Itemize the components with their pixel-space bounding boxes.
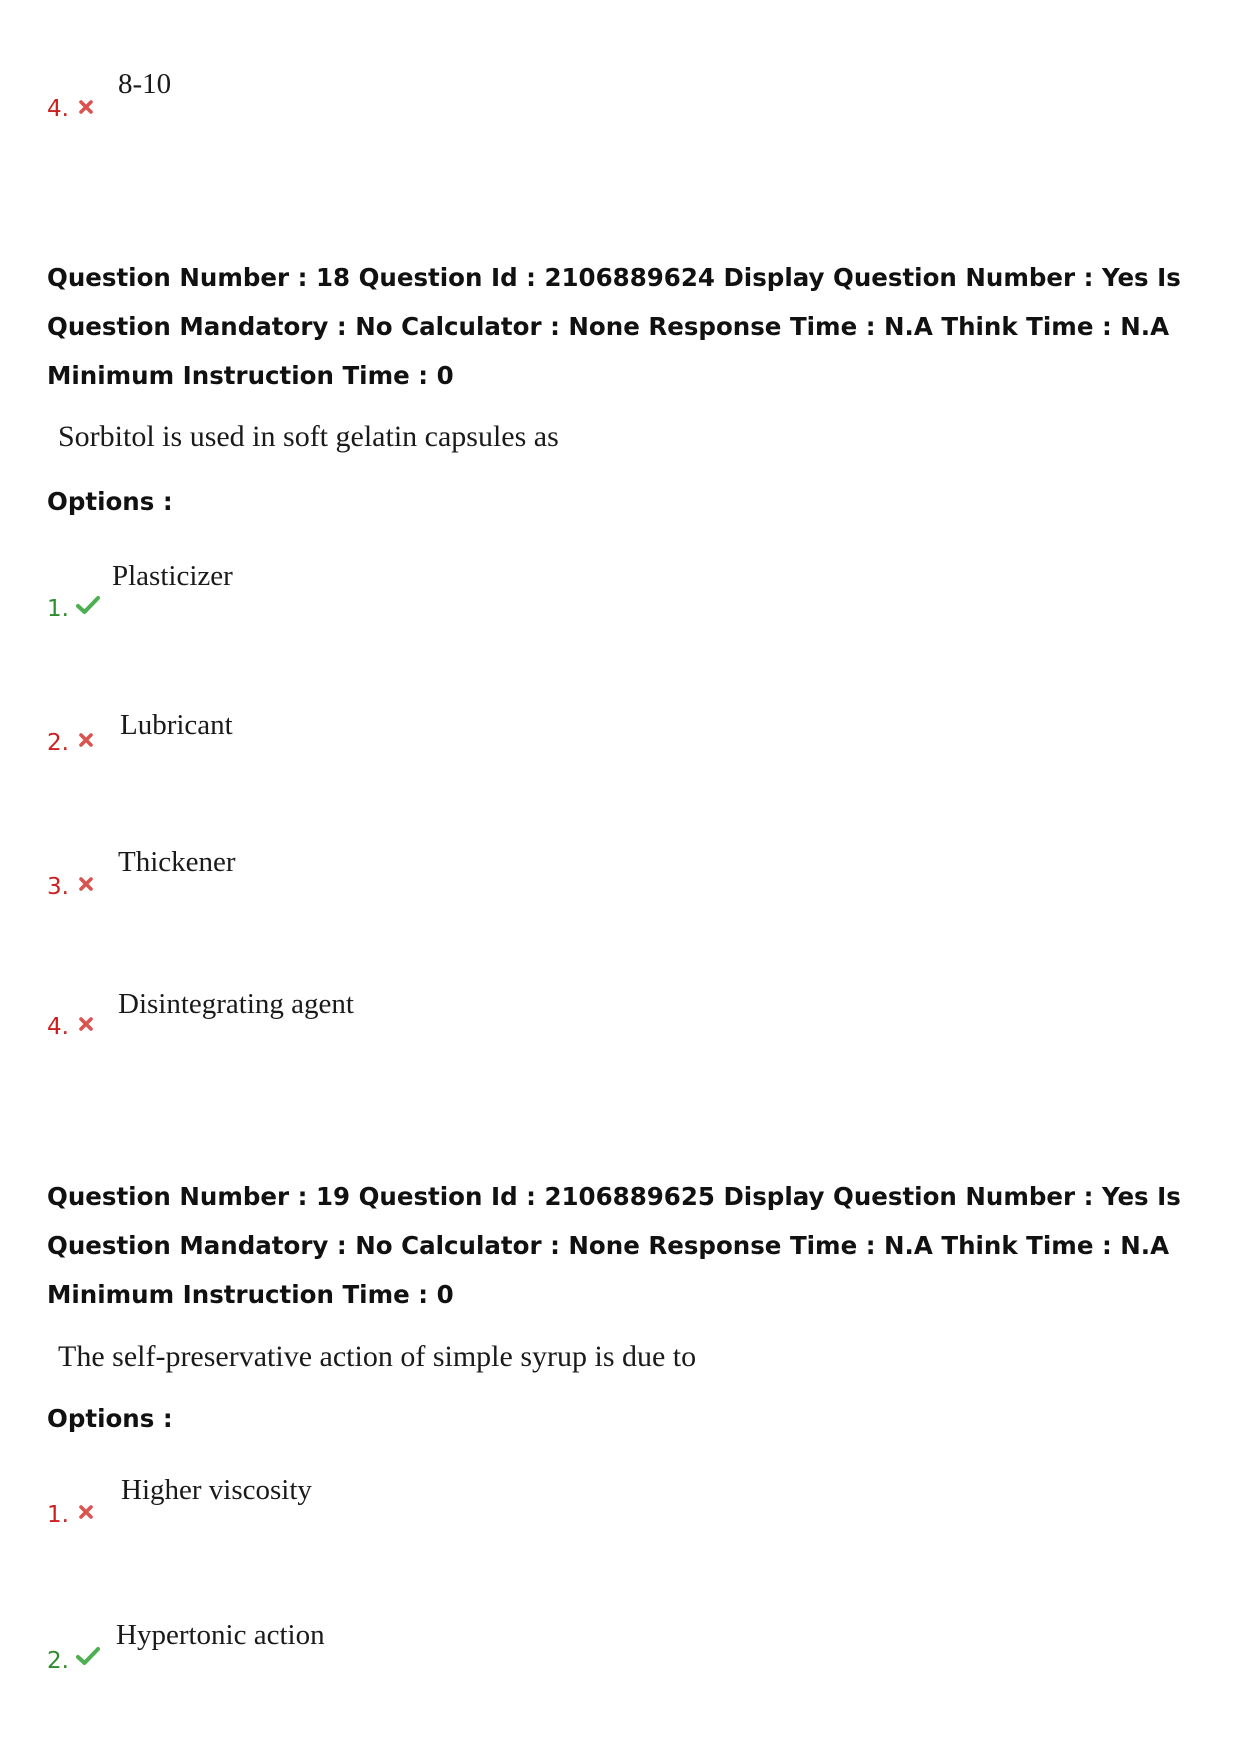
cross-icon — [78, 732, 94, 748]
check-icon — [76, 1646, 100, 1666]
cross-icon — [78, 1504, 94, 1520]
option-text: Lubricant — [120, 709, 233, 741]
check-icon — [76, 595, 100, 615]
option-text: 8-10 — [118, 68, 172, 100]
option-number: 1. — [47, 1502, 69, 1528]
cross-icon — [78, 99, 94, 115]
options-label: Options : — [47, 487, 173, 516]
question-stem: The self-preservative action of simple syrup is due to — [58, 1340, 697, 1373]
question-header: Question Number : 18 Question Id : 2106889624 Display Question Number : Yes Is Question Mandatory : No Calculator : None Response Time : N.A Think Time : N.A Minimum Instruction Time : 0 — [47, 263, 1181, 390]
cross-icon — [78, 876, 94, 892]
option-number: 4. — [47, 96, 69, 122]
option-text: Disintegrating agent — [118, 988, 354, 1020]
options-label: Options : — [47, 1404, 173, 1433]
option-number: 2. — [47, 730, 69, 756]
option-number: 2. — [47, 1648, 69, 1674]
option-number: 3. — [47, 874, 69, 900]
option-text: Higher viscosity — [121, 1474, 312, 1506]
option-number: 1. — [47, 596, 69, 622]
option-number: 4. — [47, 1014, 69, 1040]
question-header: Question Number : 19 Question Id : 2106889625 Display Question Number : Yes Is Question Mandatory : No Calculator : None Response Time : N.A Think Time : N.A Minimum Instruction Time : 0 — [47, 1182, 1181, 1309]
option-text: Thickener — [118, 846, 236, 878]
question-stem: Sorbitol is used in soft gelatin capsules as — [58, 420, 559, 453]
option-text: Hypertonic action — [116, 1619, 325, 1651]
cross-icon — [78, 1016, 94, 1032]
option-row — [0, 0, 1240, 140]
option-text: Plasticizer — [112, 560, 233, 592]
